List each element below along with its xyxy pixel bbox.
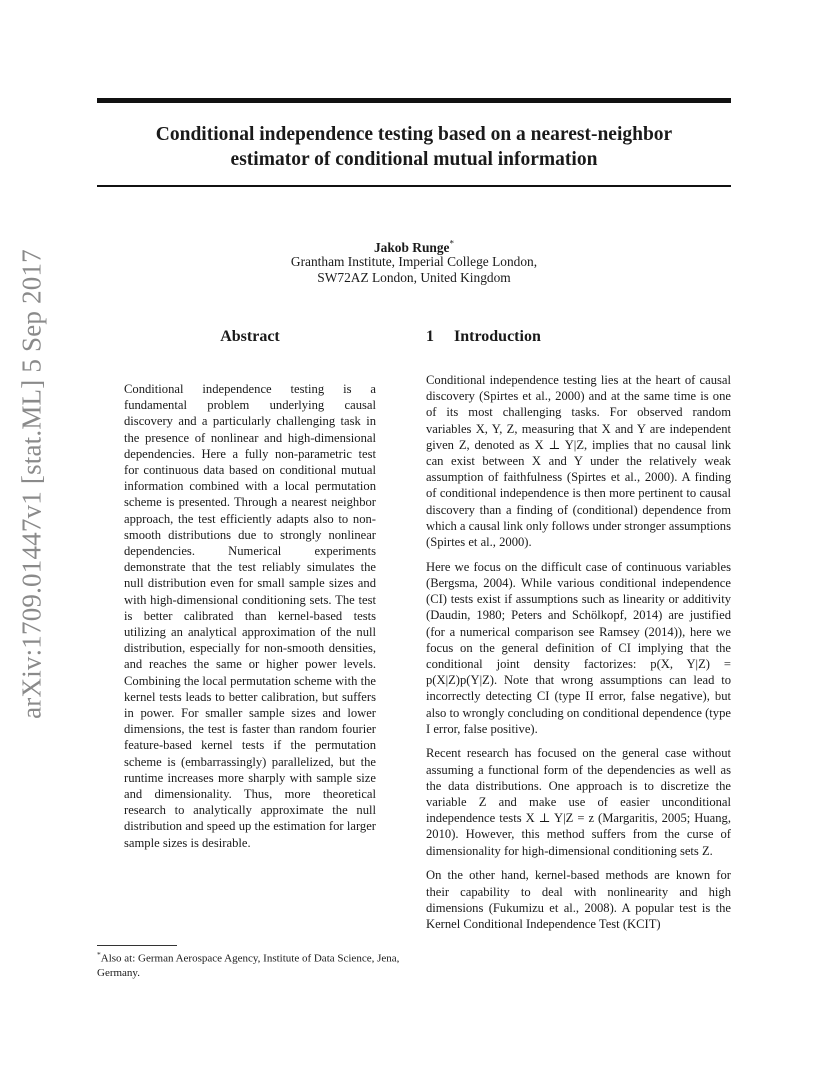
section-number: 1 — [426, 328, 434, 345]
abstract-heading: Abstract — [220, 328, 280, 345]
footnote-rule — [97, 945, 177, 946]
footnote-mark: * — [97, 950, 101, 959]
title-bottom-rule — [97, 185, 731, 187]
affiliation-line-2: SW72AZ London, United Kingdom — [317, 270, 511, 285]
intro-paragraph: Recent research has focused on the general case without assuming a functional form of the dependencies as well as the data distributions. One approach is to discretize the variable Z and make use of easier unconditional independence tests X ⊥ Y|Z = z (Margaritis, 2005; Huang, 2010). However, this method suffers from the curse of dimensionality for high-dimensional conditioning sets Z. — [426, 746, 731, 858]
intro-paragraph: On the other hand, kernel-based methods are known for their capability to deal with nonlinearity and high dimensions (Fukumizu et al., 2008). A popular test is the Kernel Conditional Independence Test (KCIT) — [426, 868, 731, 931]
paper-title — [97, 122, 731, 172]
author-name: Jakob Runge — [373, 240, 450, 256]
title-line-2: estimator of conditional mutual information — [230, 149, 598, 170]
intro-paragraph: Here we focus on the difficult case of continuous variables (Bergsma, 2004). While various conditional independence (CI) tests exist if assumptions such as linearity or additivity (Daudin, 1980; Peters and Schölkopf, 2014) are justified (for a numerical comparison see Ramsey (2014)), here we focus on the general definition of CI implying that the conditional joint density factorizes: p(X, Y|Z) = p(X|Z)p(Y|Z). Note that wrong assumptions can lead to incorrectly detecting CI (type II error, false negative), but also to wrongly concluding on conditional dependence (type I error, false positive). — [426, 559, 731, 736]
introduction-body — [426, 372, 731, 941]
affiliation-line-1: Grantham Institute, Imperial College London, — [290, 254, 538, 269]
introduction-heading — [426, 327, 541, 347]
footnote-text: Also at: German Aerospace Agency, Institute of Data Science, Jena, Germany. — [97, 952, 400, 980]
affiliation — [97, 254, 731, 286]
title-top-rule — [97, 98, 731, 103]
abstract-body: Conditional independence testing is a fundamental problem underlying causal discovery and a particularly challenging task in the presence of nonlinear and high-dimensional dependencies. Here a fully non-parametric test for continuous data based on conditional mutual information combined with a local permutation scheme is presented. Through a nearest neighbor approach, the test efficiently adapts also to non-smooth distributions due to strongly nonlinear dependencies. Numerical experiments demonstrate that the test reliably simulates the null distribution even for small sample sizes and with high-dimensional conditioning sets. The test is better calibrated than kernel-based tests utilizing an analytical approximation of the null distribution, especially for non-smooth densities, and reaches the same or higher power levels. Combining the local permutation scheme with the kernel tests leads to better calibration, but suffers in power. For smaller sample sizes and lower dimensions, the test is faster than random fourier feature-based kernel tests if the permutation scheme is (embarrassingly) parallelized, but the runtime increases more sharply with sample size and dimensionality. Thus, more theoretical research to analytically approximate the null distribution and speed up the estimation for larger sample sizes is desirable. — [124, 382, 376, 850]
arxiv-stamp-text: arXiv:1709.01447v1 [stat.ML] 5 Sep 2017 — [16, 249, 47, 719]
intro-paragraph: Conditional independence testing lies at the heart of causal discovery (Spirtes et al., 2000) and at the same time is one of its most challenging tasks. For observed random variables X, Y, Z, measuring that X and Y are independent given Z, denoted as X ⊥ Y|Z, implies that no causal link can exist between X and Y under the relatively weak assumption of faithfulness (Spirtes et al., 2000). A finding of conditional independence is then more pertinent to causal discovery than a finding of (conditional) dependence from which a causal link only follows under stronger assumptions (Spirtes et al., 2000). — [426, 373, 731, 550]
title-line-1: Conditional independence testing based on a nearest-neighbor — [155, 124, 673, 145]
author-footnote-mark: * — [449, 239, 455, 249]
footnote — [97, 948, 405, 981]
section-title: Introduction — [454, 328, 541, 345]
